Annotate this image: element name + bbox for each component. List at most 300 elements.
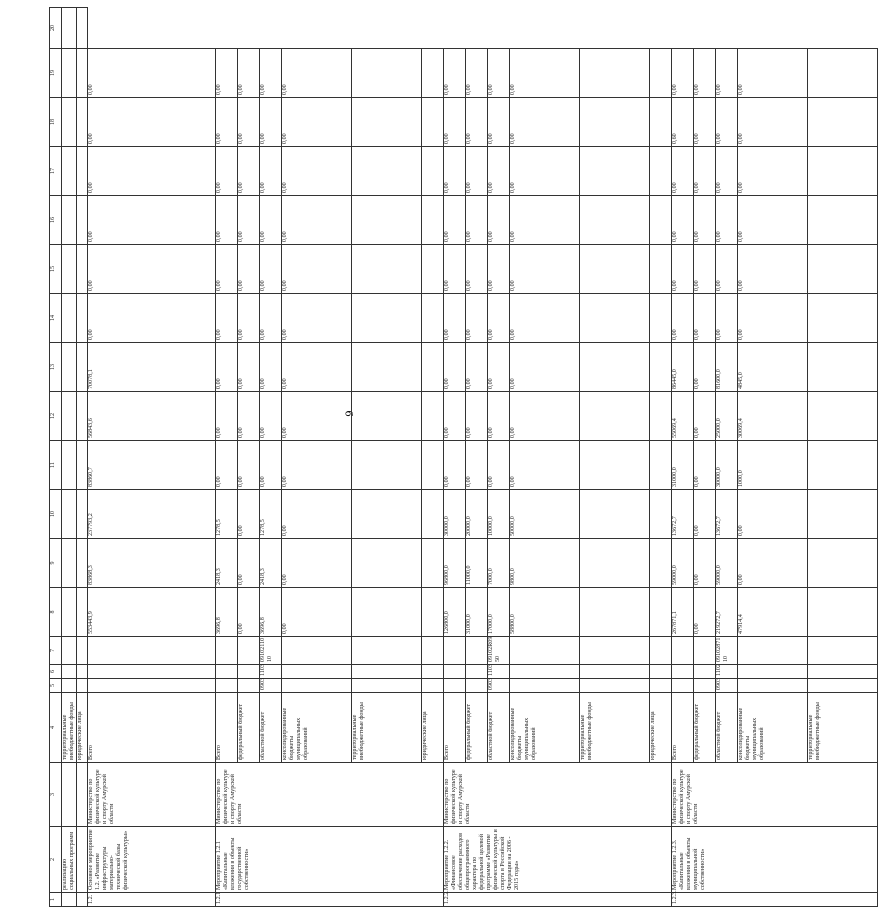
amount-cell: 0,00 (238, 441, 260, 490)
code-csr (510, 637, 580, 665)
code-grbs (422, 679, 444, 693)
cell (62, 679, 77, 693)
amount-cell: 0,00 (510, 245, 580, 294)
amount-cell: 0,00 (694, 539, 716, 588)
cell (77, 490, 88, 539)
amount-cell: 0,00 (488, 98, 510, 147)
section-name: Мероприятие 1.2.3. «Капитальные вложения в объекты муниципальной собственности» (672, 827, 878, 893)
code-csr (672, 637, 694, 665)
amount-cell (352, 343, 422, 392)
funding-source: областной бюджет (488, 693, 510, 763)
amount-cell (808, 490, 878, 539)
amount-cell (650, 343, 672, 392)
amount-cell (580, 49, 650, 98)
code-rzpr (282, 665, 352, 679)
col-num: 5 (50, 679, 62, 693)
amount-cell: 0,00 (510, 392, 580, 441)
amount-cell (808, 539, 878, 588)
amount-cell: 0,00 (488, 245, 510, 294)
code-grbs (444, 679, 466, 693)
funding-source: территориальные внебюджетные фонды (808, 693, 878, 763)
col-num: 9 (50, 539, 62, 588)
amount-cell: 0,00 (694, 245, 716, 294)
amount-cell: 0,00 (238, 588, 260, 637)
amount-cell: 0,00 (238, 294, 260, 343)
amount-cell: 10000,0 (488, 490, 510, 539)
code-csr (580, 637, 650, 665)
amount-cell: 0,00 (238, 490, 260, 539)
amount-cell: 0,00 (216, 294, 238, 343)
col-num: 1 (50, 893, 62, 907)
amount-cell: 0,00 (672, 147, 694, 196)
amount-cell: 0,00 (260, 49, 282, 98)
amount-cell: 0,00 (444, 343, 466, 392)
amount-cell: 0,00 (488, 49, 510, 98)
cell (62, 539, 77, 588)
amount-cell: 0,00 (466, 441, 488, 490)
amount-cell (650, 98, 672, 147)
cell (77, 343, 88, 392)
funding-source: территориальные внебюджетные фонды (580, 693, 650, 763)
amount-cell: 2418,3 (260, 539, 282, 588)
amount-cell (650, 441, 672, 490)
cell (62, 763, 77, 827)
code-grbs (88, 679, 216, 693)
code-rzpr (466, 665, 488, 679)
amount-cell (422, 392, 444, 441)
code-csr (216, 637, 238, 665)
amount-cell: 11000,0 (466, 539, 488, 588)
code-rzpr (672, 665, 694, 679)
col-num: 17 (50, 147, 62, 196)
amount-cell: 0,00 (694, 49, 716, 98)
amount-cell: 126800,0 (444, 588, 466, 637)
code-csr (738, 637, 808, 665)
amount-cell: 267871,1 (672, 588, 694, 637)
amount-cell (422, 539, 444, 588)
section-number: 1.2.3. (672, 893, 878, 907)
amount-cell: 0,00 (716, 98, 738, 147)
amount-cell: 0,00 (466, 392, 488, 441)
amount-cell: 0,00 (488, 196, 510, 245)
amount-cell: 0,00 (282, 490, 352, 539)
amount-cell: 0,00 (216, 196, 238, 245)
amount-cell: 0,60 (672, 98, 694, 147)
code-rzpr (694, 665, 716, 679)
cell (77, 893, 88, 907)
amount-cell (808, 343, 878, 392)
amount-cell: 0,00 (216, 49, 238, 98)
amount-cell: 0,00 (444, 49, 466, 98)
amount-cell: 0,00 (282, 392, 352, 441)
amount-cell (650, 490, 672, 539)
code-csr (466, 637, 488, 665)
funding-source: областной бюджет (260, 693, 282, 763)
code-rzpr (650, 665, 672, 679)
cell (62, 637, 77, 665)
amount-cell (650, 245, 672, 294)
amount-cell: 0,00 (716, 49, 738, 98)
amount-cell (580, 392, 650, 441)
amount-cell: 0,00 (260, 441, 282, 490)
code-rzpr (510, 665, 580, 679)
amount-cell: 9800,0 (510, 539, 580, 588)
amount-cell (650, 147, 672, 196)
amount-cell (808, 147, 878, 196)
amount-cell (422, 588, 444, 637)
amount-cell (650, 392, 672, 441)
amount-cell: 0,00 (672, 245, 694, 294)
code-csr (238, 637, 260, 665)
rotated-page (49, 24, 821, 907)
amount-cell: 0,00 (694, 588, 716, 637)
code-rzpr (738, 665, 808, 679)
amount-cell: 0,00 (444, 147, 466, 196)
code-grbs (510, 679, 580, 693)
amount-cell (650, 588, 672, 637)
col-num: 13 (50, 343, 62, 392)
amount-cell: 0,00 (738, 539, 808, 588)
amount-cell: 0,00 (738, 98, 808, 147)
col-num: 16 (50, 196, 62, 245)
amount-cell: 0,00 (738, 490, 808, 539)
budget-table (49, 7, 878, 907)
amount-cell (808, 392, 878, 441)
amount-cell: 0,00 (238, 196, 260, 245)
funding-source: консолидированные бюджеты муниципальных образований (510, 693, 580, 763)
cell (62, 245, 77, 294)
cell (62, 196, 77, 245)
funding-source: юридические лица (650, 693, 672, 763)
amount-cell (580, 343, 650, 392)
funding-source: консолидированные бюджеты муниципальных образований (282, 693, 352, 763)
col-num: 12 (50, 392, 62, 441)
code-grbs (808, 679, 878, 693)
amount-cell: 0,00 (238, 49, 260, 98)
cell (77, 665, 88, 679)
code-grbs: 0903 (488, 679, 510, 693)
code-rzpr (580, 665, 650, 679)
code-csr: 09102871 10 (716, 637, 738, 665)
amount-cell: 0,00 (444, 245, 466, 294)
amount-cell: 25000,0 (716, 392, 738, 441)
amount-cell (580, 588, 650, 637)
cell (77, 245, 88, 294)
amount-cell: 0,00 (510, 196, 580, 245)
amount-cell (650, 294, 672, 343)
amount-cell: 86445,0 (672, 343, 694, 392)
cell (77, 98, 88, 147)
cell (62, 98, 77, 147)
section-number: 1.2.2. (444, 893, 672, 907)
section-executor: Министерство по физической культуре и спорту Амурской области (444, 763, 672, 827)
section-name: Основное мероприятие 1.2. «Развитие инфраструктуры материально-технической базы физической культуры» (88, 827, 216, 893)
code-grbs (580, 679, 650, 693)
amount-cell: 0,00 (738, 245, 808, 294)
amount-cell: 0,00 (88, 294, 216, 343)
col-num: 19 (50, 49, 62, 98)
cell (77, 763, 88, 827)
amount-cell: 0,00 (88, 245, 216, 294)
amount-cell: 0,00 (216, 441, 238, 490)
code-csr (694, 637, 716, 665)
amount-cell (422, 245, 444, 294)
amount-cell: 47914,4 (738, 588, 808, 637)
code-grbs (238, 679, 260, 693)
amount-cell: 0,00 (260, 392, 282, 441)
code-grbs (672, 679, 694, 693)
code-grbs (738, 679, 808, 693)
amount-cell: 0,00 (282, 441, 352, 490)
cell (77, 441, 88, 490)
amount-cell: 3696,8 (216, 588, 238, 637)
amount-cell: 50000,0 (510, 490, 580, 539)
amount-cell: 0,00 (260, 294, 282, 343)
amount-cell: 219272,7 (716, 588, 738, 637)
amount-cell: 0,00 (260, 147, 282, 196)
amount-cell: 0,00 (716, 196, 738, 245)
amount-cell: 0,00 (444, 441, 466, 490)
amount-cell: 0,00 (694, 294, 716, 343)
code-grbs: 0903 (716, 679, 738, 693)
cell (77, 392, 88, 441)
amount-cell: 0,00 (694, 196, 716, 245)
amount-cell (352, 392, 422, 441)
amount-cell: 0,00 (488, 441, 510, 490)
amount-cell: 0,00 (282, 343, 352, 392)
code-grbs (216, 679, 238, 693)
amount-cell: 0,00 (238, 98, 260, 147)
amount-cell: 13672,7 (716, 490, 738, 539)
amount-cell (808, 588, 878, 637)
code-rzpr (808, 665, 878, 679)
amount-cell (580, 490, 650, 539)
amount-cell: 70078,1 (88, 343, 216, 392)
amount-cell: 0,00 (488, 294, 510, 343)
amount-cell: 0,00 (88, 196, 216, 245)
cell (62, 49, 77, 98)
amount-cell: 0,00 (466, 49, 488, 98)
amount-cell: 0,00 (238, 245, 260, 294)
budget-row (444, 8, 466, 907)
amount-cell: 7000,0 (488, 539, 510, 588)
amount-cell (422, 294, 444, 343)
amount-cell: 0,00 (672, 196, 694, 245)
cell (77, 679, 88, 693)
amount-cell: 0,00 (510, 343, 580, 392)
code-rzpr: 1103 (488, 665, 510, 679)
amount-cell (422, 196, 444, 245)
amount-cell: 0,00 (694, 343, 716, 392)
amount-cell: 0,00 (466, 98, 488, 147)
amount-cell: 0,00 (88, 98, 216, 147)
amount-cell: 0,00 (716, 294, 738, 343)
code-rzpr (216, 665, 238, 679)
amount-cell (352, 196, 422, 245)
budget-row (88, 8, 216, 907)
amount-cell: 0,00 (444, 196, 466, 245)
cell (77, 196, 88, 245)
code-csr: 09102R09 50 (488, 637, 510, 665)
cell (62, 893, 77, 907)
amount-cell (580, 539, 650, 588)
amount-cell: 0,00 (216, 245, 238, 294)
amount-cell: 0,00 (510, 49, 580, 98)
amount-cell: 0,00 (738, 49, 808, 98)
amount-cell: 17000,0 (488, 588, 510, 637)
amount-cell (808, 49, 878, 98)
amount-cell: 0,00 (694, 98, 716, 147)
funding-source: юридические лица (422, 693, 444, 763)
funding-source: федеральный бюджет (694, 693, 716, 763)
amount-cell (352, 49, 422, 98)
amount-cell: 0,00 (510, 294, 580, 343)
col-num: 18 (50, 98, 62, 147)
amount-cell: 2418,3 (216, 539, 238, 588)
amount-cell: 0,00 (466, 294, 488, 343)
cell (62, 294, 77, 343)
amount-cell: 0,00 (88, 49, 216, 98)
section-executor: Министерство по физической культуре и спорту Амурской области (672, 763, 878, 827)
amount-cell: 55069,4 (672, 392, 694, 441)
amount-cell (422, 343, 444, 392)
intro-row (62, 8, 77, 907)
amount-cell: 0,00 (216, 98, 238, 147)
code-csr: 09102110 10 (260, 637, 282, 665)
funding-source: Всего (88, 693, 216, 763)
amount-cell (422, 49, 444, 98)
amount-cell: 0,00 (694, 490, 716, 539)
amount-cell: 0,00 (282, 294, 352, 343)
amount-cell: 0,00 (510, 147, 580, 196)
code-rzpr: 1102 (716, 665, 738, 679)
funding-source: консолидированные бюджеты муниципальных образований (738, 693, 808, 763)
code-grbs (650, 679, 672, 693)
cell: территориальные внебюджетные фонды (62, 693, 77, 763)
amount-cell (650, 539, 672, 588)
amount-cell: 3696,8 (260, 588, 282, 637)
budget-row (672, 8, 694, 907)
col-num: 20 (50, 8, 62, 49)
amount-cell: 0,00 (260, 343, 282, 392)
amount-cell (580, 196, 650, 245)
amount-cell: 0,00 (216, 147, 238, 196)
cell (62, 441, 77, 490)
amount-cell: 4845,0 (738, 343, 808, 392)
budget-row (216, 8, 238, 907)
amount-cell: 0,00 (444, 98, 466, 147)
amount-cell (352, 147, 422, 196)
amount-cell: 0,00 (672, 294, 694, 343)
code-rzpr (352, 665, 422, 679)
amount-cell: 81600,0 (716, 343, 738, 392)
amount-cell: 0,00 (488, 392, 510, 441)
amount-cell: 0,00 (466, 343, 488, 392)
code-grbs (352, 679, 422, 693)
amount-cell (650, 196, 672, 245)
amount-cell: 0,00 (510, 441, 580, 490)
amount-cell: 553443,9 (88, 588, 216, 637)
amount-cell (422, 147, 444, 196)
amount-cell (422, 98, 444, 147)
col-num: 3 (50, 763, 62, 827)
code-csr (422, 637, 444, 665)
amount-cell: 0,00 (282, 147, 352, 196)
amount-cell (352, 245, 422, 294)
cell (77, 539, 88, 588)
amount-cell: 96800,0 (444, 539, 466, 588)
funding-source: Всего (672, 693, 694, 763)
cell (77, 588, 88, 637)
amount-cell (352, 294, 422, 343)
col-num: 15 (50, 245, 62, 294)
code-csr (444, 637, 466, 665)
amount-cell (352, 588, 422, 637)
amount-cell: 20000,0 (466, 490, 488, 539)
code-grbs (466, 679, 488, 693)
section-number: 1.2. (88, 893, 216, 907)
amount-cell: 0,00 (238, 392, 260, 441)
amount-cell: 0,00 (444, 392, 466, 441)
amount-cell: 0,00 (238, 539, 260, 588)
funding-source: территориальные внебюджетные фонды (352, 693, 422, 763)
amount-cell: 237793,2 (88, 490, 216, 539)
amount-cell: 0,00 (282, 588, 352, 637)
amount-cell: 0,00 (466, 147, 488, 196)
cell (77, 637, 88, 665)
budget-body (50, 8, 878, 907)
col-num: 11 (50, 441, 62, 490)
amount-cell: 1278,5 (260, 490, 282, 539)
section-name: Мероприятие 1.2.2. «Финансовое обеспечение расходов общепрограммного характера по федеральной целевой программе «Развитие физической культуры и спорта в Российской Федерации на 2006 - 2015 годы» (444, 827, 672, 893)
amount-cell: 0,00 (738, 294, 808, 343)
code-csr (808, 637, 878, 665)
code-grbs: 0903 (260, 679, 282, 693)
amount-cell: 0,00 (282, 196, 352, 245)
amount-cell: 30069,4 (738, 392, 808, 441)
funding-source: федеральный бюджет (238, 693, 260, 763)
funding-source: областной бюджет (716, 693, 738, 763)
amount-cell: 0,00 (216, 343, 238, 392)
amount-cell: 83868,3 (88, 539, 216, 588)
amount-cell: 0,00 (282, 539, 352, 588)
amount-cell (650, 49, 672, 98)
cell (77, 8, 88, 49)
amount-cell: 0,00 (466, 196, 488, 245)
code-csr (282, 637, 352, 665)
code-rzpr: 1103 (260, 665, 282, 679)
col-num: 10 (50, 490, 62, 539)
amount-cell: 59000,0 (716, 539, 738, 588)
amount-cell (580, 98, 650, 147)
amount-cell: 0,00 (282, 98, 352, 147)
col-num: 14 (50, 294, 62, 343)
cell (62, 147, 77, 196)
amount-cell: 0,00 (694, 441, 716, 490)
amount-cell (580, 294, 650, 343)
amount-cell: 0,00 (694, 392, 716, 441)
amount-cell (352, 441, 422, 490)
amount-cell (422, 490, 444, 539)
amount-cell (808, 245, 878, 294)
col-num: 7 (50, 637, 62, 665)
amount-cell: 13672,7 (672, 490, 694, 539)
amount-cell: 0,00 (238, 147, 260, 196)
amount-cell (352, 98, 422, 147)
amount-cell: 1000,0 (738, 441, 808, 490)
section-name: Мероприятие 1.2.1 «Капитальные вложения в объекты государственной собственности» (216, 827, 444, 893)
amount-cell: 59000,0 (672, 539, 694, 588)
